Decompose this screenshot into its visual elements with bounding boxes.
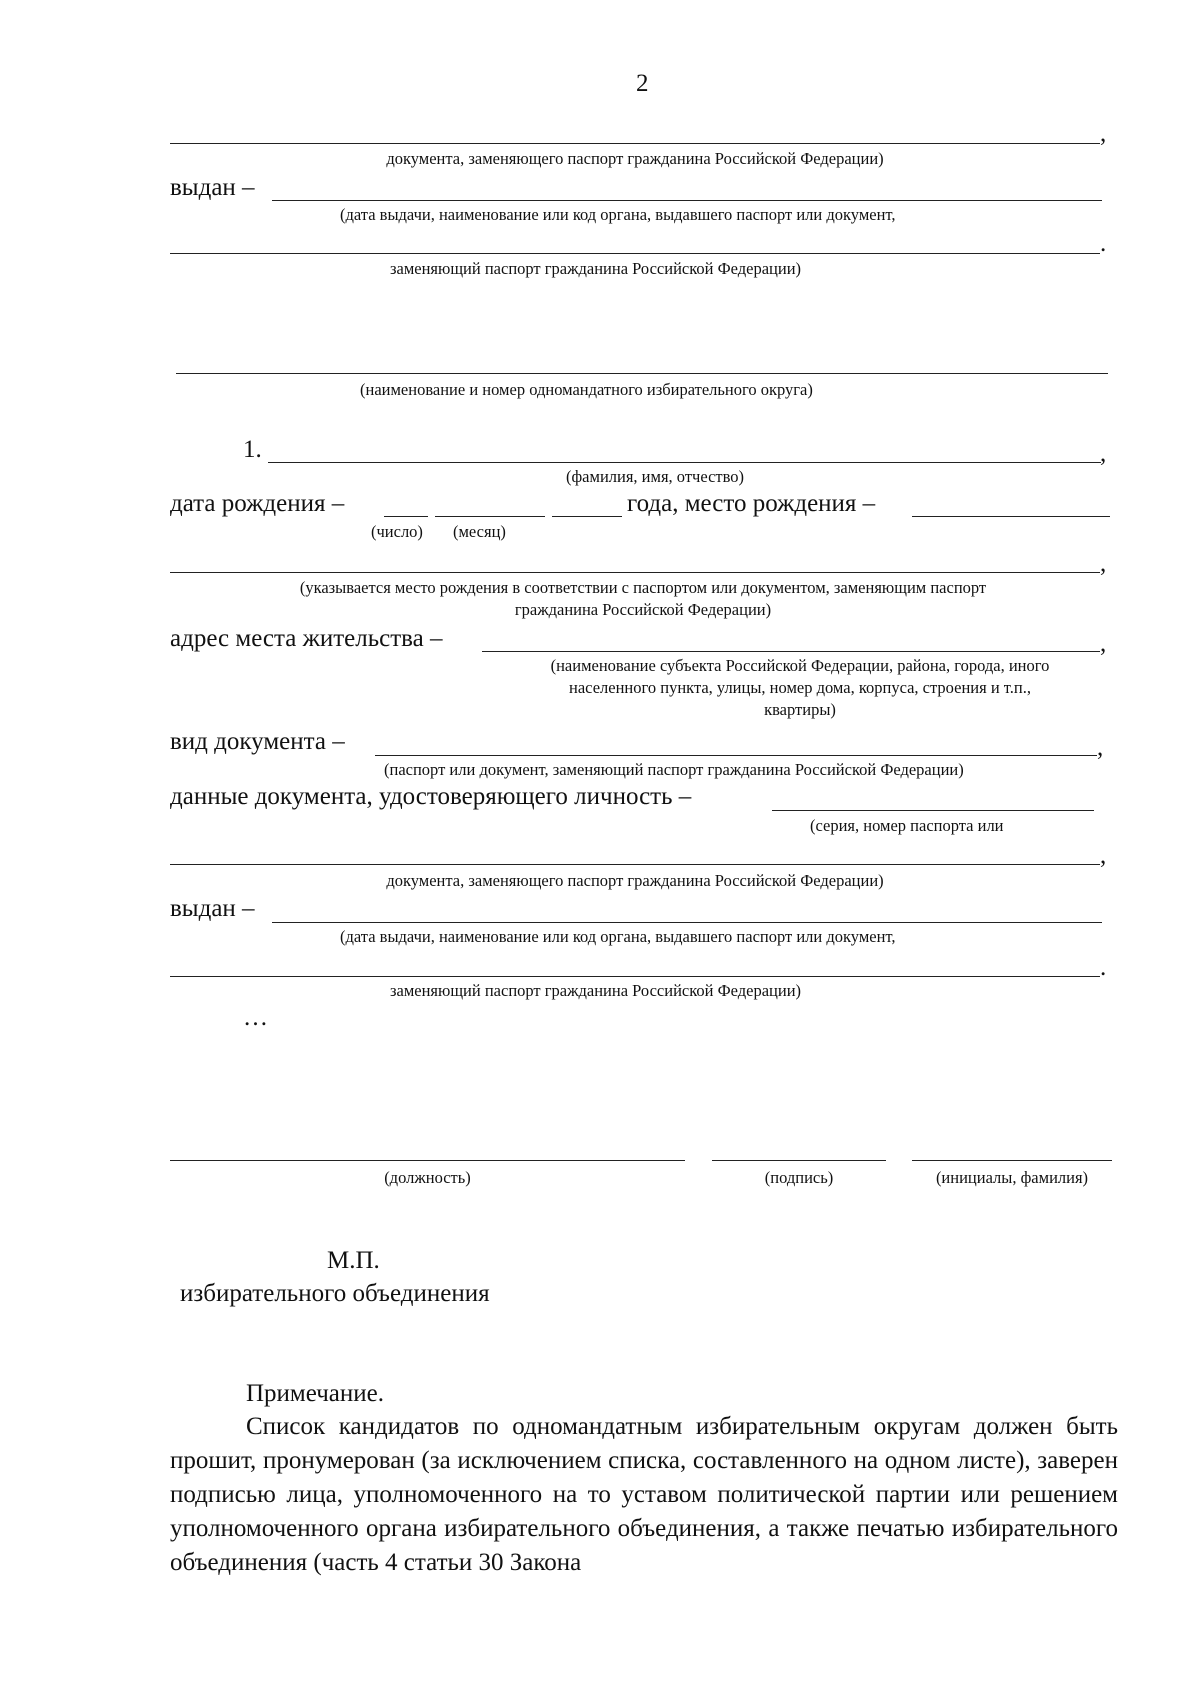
document-type-line xyxy=(375,755,1097,756)
year-birthplace-label: года, место рождения – xyxy=(627,490,876,517)
caption-birthplace-2: гражданина Российской Федерации) xyxy=(514,600,772,619)
caption-issued-continuation-2: заменяющий паспорт гражданина Российской Федерации) xyxy=(390,981,802,1000)
caption-document-data: (серия, номер паспорта или xyxy=(810,816,1004,835)
caption-district: (наименование и номер одномандатного избирательного округа) xyxy=(360,380,813,399)
caption-address-3: квартиры) xyxy=(764,700,836,719)
comma: , xyxy=(1100,842,1107,869)
document-continuation-line xyxy=(170,143,1100,144)
stamp-organization: избирательного объединения xyxy=(180,1280,490,1307)
period: . xyxy=(1100,954,1107,981)
signature-line xyxy=(712,1160,886,1161)
issued-label-2: выдан – xyxy=(170,895,255,922)
caption-birthplace-1: (указывается место рождения в соответствии с паспортом или документом, заменяющим паспорт xyxy=(299,578,987,597)
stamp-place: М.П. xyxy=(327,1247,380,1274)
position-line xyxy=(170,1160,685,1161)
document-data-label: данные документа, удостоверяющего личность – xyxy=(170,783,692,810)
issued-label: выдан – xyxy=(170,174,255,201)
birthplace-line xyxy=(912,516,1110,517)
issued-line-2 xyxy=(272,922,1102,923)
comma: , xyxy=(1100,630,1107,657)
birth-date-label: дата рождения – xyxy=(170,490,345,517)
note-text: Список кандидатов по одномандатным избирательным округам должен быть прошит, пронумерован (за исключением списка, составленного на одном листе), заверен подписью лица, уполномоченного на то уставом политической партии или решением уполномоченного органа избирательного объединения, а также печатью избирательного объединения (часть 4 статьи 30 Закона xyxy=(170,1413,1118,1576)
caption-name: (фамилия, имя, отчество) xyxy=(566,467,745,486)
caption-signature: (подпись) xyxy=(764,1168,834,1187)
address-line xyxy=(482,651,1100,652)
issued-continuation-line xyxy=(170,253,1100,254)
caption-issued: (дата выдачи, наименование или код органа, выдавшего паспорт или документ, xyxy=(340,205,896,224)
comma: , xyxy=(1097,734,1104,761)
caption-initials: (инициалы, фамилия) xyxy=(935,1168,1089,1187)
name-line xyxy=(268,462,1101,463)
birth-month-line xyxy=(435,516,545,517)
comma: , xyxy=(1100,550,1107,577)
document-type-label: вид документа – xyxy=(170,728,345,755)
caption-document-continuation: документа, заменяющего паспорт гражданина Российской Федерации) xyxy=(386,149,884,168)
caption-document-type: (паспорт или документ, заменяющий паспорт гражданина Российской Федерации) xyxy=(384,760,964,779)
birth-day-line xyxy=(384,516,428,517)
page-number: 2 xyxy=(636,70,649,97)
birth-year-line xyxy=(552,516,622,517)
initials-line xyxy=(912,1160,1112,1161)
district-line xyxy=(176,373,1108,374)
issued-line xyxy=(272,200,1102,201)
caption-address-2: населенного пункта, улицы, номер дома, корпуса, строения и т.п., xyxy=(569,678,1031,697)
caption-issued-continuation: заменяющий паспорт гражданина Российской Федерации) xyxy=(390,259,802,278)
comma: , xyxy=(1100,440,1107,467)
note-title: Примечание. xyxy=(246,1380,385,1407)
ellipsis: … xyxy=(243,1004,268,1031)
document-data-line xyxy=(772,810,1094,811)
candidate-number: 1. xyxy=(243,436,262,463)
caption-issued-2: (дата выдачи, наименование или код органа, выдавшего паспорт или документ, xyxy=(340,927,896,946)
period: . xyxy=(1100,230,1107,257)
comma: , xyxy=(1100,120,1107,147)
birthplace-continuation-line xyxy=(170,572,1100,573)
issued-continuation-line-2 xyxy=(170,976,1100,977)
caption-document-continuation-2: документа, заменяющего паспорт гражданина Российской Федерации) xyxy=(386,871,884,890)
caption-address-1: (наименование субъекта Российской Федерации, района, города, иного xyxy=(550,656,1050,675)
caption-day: (число) xyxy=(371,522,423,541)
caption-position: (должность) xyxy=(384,1168,471,1187)
caption-month: (месяц) xyxy=(453,522,506,541)
address-label: адрес места жительства – xyxy=(170,625,443,652)
document-data-continuation-line xyxy=(170,864,1100,865)
